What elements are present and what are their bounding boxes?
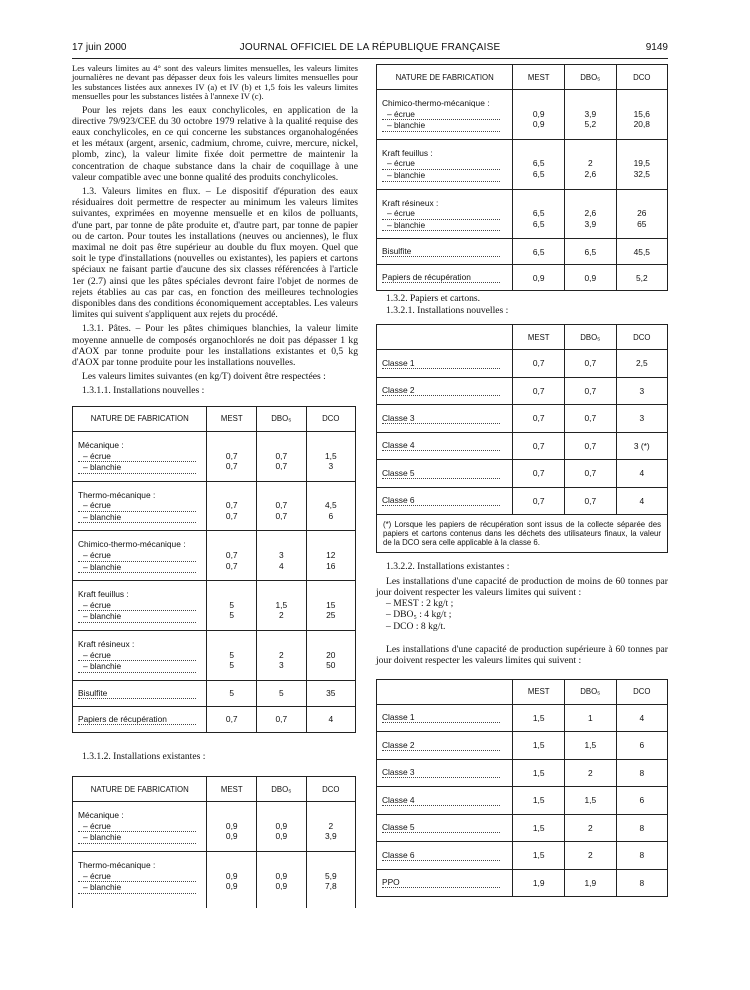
- value: 7,8: [324, 881, 337, 892]
- value: 1,5: [275, 599, 288, 610]
- value-cell: 8: [616, 869, 667, 897]
- value: 16: [326, 560, 336, 571]
- value-cell: [257, 631, 307, 681]
- column-header-nature: NATURE DE FABRICATION: [73, 777, 207, 802]
- sub-row-label: – écrue: [78, 500, 196, 512]
- table-row: [377, 842, 668, 870]
- value-cell: 0,7: [513, 377, 565, 405]
- value: 65: [637, 218, 647, 229]
- sub-row-label: – blanchie: [382, 220, 500, 232]
- value-cell: 0,7: [565, 487, 617, 515]
- group-heading: Chimico-thermo-mécanique :: [382, 98, 490, 108]
- row-label: Classe 6: [382, 495, 500, 506]
- row-label-cell: [377, 460, 513, 488]
- column-header-dco: DCO: [616, 65, 667, 90]
- value-cell: [616, 90, 667, 140]
- value-cell: 6: [616, 787, 667, 815]
- row-group-cell: [73, 431, 207, 481]
- value: 0,7: [275, 500, 288, 511]
- row-label-cell: [73, 680, 207, 706]
- value: 0,7: [275, 461, 288, 472]
- table-header-row: [377, 325, 668, 350]
- row-label: PPO: [382, 877, 500, 888]
- column-header-dco: DCO: [616, 325, 667, 350]
- row-label: Classe 5: [382, 822, 500, 833]
- sub-row-label: – écrue: [382, 109, 500, 121]
- row-label: Bisulfite: [78, 688, 196, 699]
- value-cell: 0,7: [565, 405, 617, 433]
- group-heading: Mécanique :: [78, 439, 124, 450]
- value: 5: [229, 610, 235, 621]
- value: 20,8: [633, 119, 650, 130]
- value: 0,7: [225, 560, 238, 571]
- table-row: [377, 265, 668, 291]
- value-cell: 5: [257, 680, 307, 706]
- heading-papiers-existantes: 1.3.2.2. Installations existantes :: [386, 561, 510, 573]
- value: 0,7: [225, 550, 238, 561]
- value-cell: [207, 852, 257, 908]
- value-cell: 4: [616, 704, 667, 732]
- column-header-nature: [377, 325, 513, 350]
- value-cell: [207, 581, 257, 631]
- value-cell: 2,5: [616, 350, 667, 378]
- heading-papiers-nouvelles: 1.3.2.1. Installations nouvelles :: [386, 304, 509, 316]
- value-cell: [257, 802, 307, 852]
- value: 2: [278, 610, 284, 621]
- header-rule: [72, 58, 668, 59]
- sub-row-label: – blanchie: [382, 170, 500, 182]
- value: 6,5: [532, 168, 545, 179]
- value-cell: 0,7: [565, 350, 617, 378]
- value: 26: [637, 208, 647, 219]
- value-cell: 0,7: [513, 432, 565, 460]
- sub-row-label: – écrue: [78, 550, 196, 562]
- value-cell: [513, 139, 565, 189]
- table-footnote: (*) Lorsque les papiers de récupération sont issus de la collecte séparée des papiers et cartons contenus dans les déchets des utilisateurs finaux, la valeur de la DCO sera celle applicable à la classe 6.: [377, 515, 668, 553]
- value: 2,6: [584, 168, 597, 179]
- row-group-cell: [73, 581, 207, 631]
- sub-row-label: – blanchie: [78, 611, 196, 623]
- row-group-cell: [73, 531, 207, 581]
- limit-item: – MEST : 2 kg/t ;: [386, 597, 454, 609]
- value-cell: [257, 531, 307, 581]
- paragraph-conchylicoles: Pour les rejets dans les eaux conchylicoles, en application de la directive 79/923/CEE du 30 octobre 1979 relative à la qualité requise des eaux conchylicoles, en ce qui concerne les substances organohalogénées et les métaux (argent, arsenic, cadmium, chrome, cuivre, mercure, nickel, plomb, zinc), la valeur limite fixée doit permettre de maintenir la concentration de chaque substance dans la chair de coquillage à une valeur compatible avec une bonne qualité des produits conchylicoles.: [72, 104, 358, 183]
- value-cell: 1,5: [513, 759, 565, 787]
- value: 4,5: [324, 500, 337, 511]
- limit-item: – DCO : 8 kg/t.: [386, 620, 446, 632]
- table-row: [377, 732, 668, 760]
- column-header-nature: NATURE DE FABRICATION: [377, 65, 513, 90]
- value: 6,5: [532, 218, 545, 229]
- column-header-mest: MEST: [207, 406, 257, 431]
- value: 5: [229, 649, 235, 660]
- value: 3: [278, 550, 284, 561]
- value-cell: 1,5: [565, 787, 617, 815]
- table-pates-nouvelles: [72, 406, 356, 733]
- value: 15: [326, 599, 336, 610]
- value-cell: [616, 139, 667, 189]
- row-label: Classe 4: [382, 795, 500, 806]
- value: 0,9: [225, 831, 238, 842]
- value-cell: [257, 581, 307, 631]
- value-cell: [207, 431, 257, 481]
- value-cell: 0,9: [565, 265, 617, 291]
- value: 0,7: [225, 461, 238, 472]
- row-label: Classe 5: [382, 468, 500, 479]
- sub-row-label: – blanchie: [78, 512, 196, 524]
- value-cell: 2: [565, 842, 617, 870]
- sub-row-label: – blanchie: [78, 832, 196, 844]
- row-group-cell: [73, 631, 207, 681]
- value-cell: 0,7: [207, 706, 257, 732]
- value-cell: 1,5: [513, 814, 565, 842]
- table-row: [377, 869, 668, 897]
- value: 0,9: [275, 831, 288, 842]
- right-column: [376, 64, 668, 897]
- group-heading: Kraft résineux :: [382, 197, 439, 208]
- value-cell: [207, 802, 257, 852]
- column-header-dbo: DBO₅: [565, 65, 617, 90]
- header-page-number: 9149: [645, 42, 668, 53]
- row-group-cell: [377, 139, 513, 189]
- table-papiers-nouvelles: [376, 324, 668, 553]
- group-heading: Thermo-mécanique :: [78, 860, 156, 870]
- group-heading: Kraft résineux :: [78, 639, 135, 650]
- value: 25: [326, 610, 336, 621]
- value: 2: [278, 649, 284, 660]
- table-pates-existantes-suite: [376, 64, 668, 291]
- value-cell: 0,7: [513, 405, 565, 433]
- value-cell: 4: [616, 487, 667, 515]
- value-cell: 35: [306, 680, 355, 706]
- value: 0,9: [275, 881, 288, 892]
- value-cell: [306, 802, 355, 852]
- paragraph-moins-60t: Les installations d'une capacité de production de moins de 60 tonnes par jour doivent respecter les valeurs limites qui suivent :: [376, 575, 668, 598]
- value: 0,9: [532, 119, 545, 130]
- value-cell: 6,5: [565, 239, 617, 265]
- table-row: [377, 460, 668, 488]
- row-label-cell: [377, 732, 513, 760]
- value-cell: 45,5: [616, 239, 667, 265]
- value-cell: 8: [616, 842, 667, 870]
- row-label: Classe 3: [382, 413, 500, 424]
- value-cell: 4: [616, 460, 667, 488]
- value: 0,7: [275, 510, 288, 521]
- heading-papiers-cartons: 1.3.2. Papiers et cartons.: [386, 293, 481, 305]
- table-row: [73, 631, 356, 681]
- sub-row-label: – écrue: [78, 871, 196, 883]
- value-cell: 8: [616, 759, 667, 787]
- table-header-row: [377, 65, 668, 90]
- row-group-cell: [377, 90, 513, 140]
- value: 0,9: [532, 108, 545, 119]
- column-header-dco: DCO: [306, 777, 355, 802]
- sub-row-label: – écrue: [382, 158, 500, 170]
- row-label: Classe 1: [382, 358, 500, 369]
- value-cell: 8: [616, 814, 667, 842]
- value-cell: 0,7: [513, 487, 565, 515]
- value: 1,5: [324, 450, 337, 461]
- value-cell: [306, 481, 355, 531]
- table-note-row: [377, 515, 668, 553]
- table-row: [377, 759, 668, 787]
- value: 0,7: [225, 450, 238, 461]
- value: 5,2: [584, 119, 597, 130]
- value: 0,9: [275, 870, 288, 881]
- table-header-row: [73, 777, 356, 802]
- row-label: Classe 6: [382, 850, 500, 861]
- table-row: [377, 350, 668, 378]
- column-header-nature: NATURE DE FABRICATION: [73, 406, 207, 431]
- value: 2: [328, 820, 334, 831]
- value: 5,9: [324, 870, 337, 881]
- value-cell: 1,5: [513, 732, 565, 760]
- row-label: Classe 1: [382, 712, 500, 723]
- table-row: [73, 680, 356, 706]
- heading-installations-existantes: 1.3.1.2. Installations existantes :: [82, 750, 206, 762]
- value: 4: [278, 560, 284, 571]
- value-cell: [207, 531, 257, 581]
- value-cell: [257, 431, 307, 481]
- value: 0,7: [275, 450, 288, 461]
- value-cell: 1,9: [565, 869, 617, 897]
- value-cell: 1,5: [513, 842, 565, 870]
- value-cell: 5,2: [616, 265, 667, 291]
- value-cell: 6,5: [513, 239, 565, 265]
- row-label-cell: [377, 759, 513, 787]
- group-heading: Thermo-mécanique :: [78, 489, 156, 500]
- value: 0,7: [225, 500, 238, 511]
- left-column: [72, 64, 358, 908]
- group-heading: Mécanique :: [78, 810, 124, 821]
- value-cell: 1: [565, 704, 617, 732]
- table-row: [377, 189, 668, 239]
- row-label-cell: [377, 787, 513, 815]
- sub-row-label: – blanchie: [78, 562, 196, 574]
- column-header-nature: [377, 679, 513, 704]
- value-cell: [513, 189, 565, 239]
- row-label-cell: [377, 869, 513, 897]
- value: 2: [587, 158, 593, 169]
- value-cell: 1,5: [513, 787, 565, 815]
- value-cell: 5: [207, 680, 257, 706]
- value: 0,9: [225, 820, 238, 831]
- value: 0,9: [225, 870, 238, 881]
- value-cell: 3 (*): [616, 432, 667, 460]
- table-row: [73, 431, 356, 481]
- row-label-cell: [377, 814, 513, 842]
- value-cell: [306, 631, 355, 681]
- table-row: [73, 581, 356, 631]
- column-header-dbo: DBO₅: [565, 325, 617, 350]
- table-row: [377, 432, 668, 460]
- value: 2,6: [584, 208, 597, 219]
- value-cell: 1,5: [513, 704, 565, 732]
- group-heading: Kraft feuillus :: [382, 147, 433, 158]
- table-row: [73, 852, 356, 908]
- value-cell: [207, 481, 257, 531]
- value-cell: [207, 631, 257, 681]
- column-header-mest: MEST: [513, 679, 565, 704]
- value-cell: [257, 481, 307, 531]
- value-cell: 4: [306, 706, 355, 732]
- value-cell: [565, 90, 617, 140]
- column-header-dco: DCO: [306, 406, 355, 431]
- value: 3,9: [584, 108, 597, 119]
- row-label-cell: [377, 377, 513, 405]
- sub-row-label: – écrue: [78, 821, 196, 833]
- value-cell: [306, 581, 355, 631]
- table-header-row: [73, 406, 356, 431]
- value-cell: 3: [616, 377, 667, 405]
- table-row: [377, 239, 668, 265]
- value-cell: [565, 139, 617, 189]
- paragraph-limits-note: Les valeurs limites au 4° sont des valeurs limites mensuelles, les valeurs limites journalières ne devant pas dépasser deux fois les valeurs limites mensuelles pour les substances listées aux annexes IV (a) et IV (b) et 1,5 fois les valeurs limites mensuelles pour les substances listées à l'annexe IV (c).: [72, 63, 358, 102]
- row-label-cell: [73, 706, 207, 732]
- sub-row-label: – blanchie: [78, 882, 196, 894]
- column-header-dco: DCO: [616, 679, 667, 704]
- row-label-cell: [377, 432, 513, 460]
- table-row: [377, 90, 668, 140]
- header-date: 17 juin 2000: [72, 42, 127, 53]
- value-cell: 2: [565, 814, 617, 842]
- sub-row-label: – écrue: [78, 600, 196, 612]
- header-journal-title: JOURNAL OFFICIEL DE LA RÉPUBLIQUE FRANÇAISE: [239, 42, 501, 53]
- table-row: [73, 706, 356, 732]
- row-label: Papiers de récupération: [78, 714, 196, 725]
- value: 19,5: [633, 158, 650, 169]
- value-cell: 2: [565, 759, 617, 787]
- value-cell: 0,7: [513, 460, 565, 488]
- value-cell: 0,7: [257, 706, 307, 732]
- value-cell: 0,7: [565, 432, 617, 460]
- value-cell: [513, 90, 565, 140]
- sub-row-label: – blanchie: [78, 462, 196, 474]
- table-row: [377, 139, 668, 189]
- value-cell: [565, 189, 617, 239]
- table-row: [377, 377, 668, 405]
- value: 12: [326, 550, 336, 561]
- row-label: Classe 4: [382, 440, 500, 451]
- limit-item: – DBO₅ : 4 kg/t ;: [386, 609, 452, 621]
- table-row: [377, 814, 668, 842]
- value: 0,9: [225, 881, 238, 892]
- value: 6,5: [532, 158, 545, 169]
- group-heading: Kraft feuillus :: [78, 589, 129, 600]
- value-cell: 0,7: [565, 460, 617, 488]
- table-papiers-existantes: [376, 679, 668, 898]
- row-group-cell: [73, 852, 207, 908]
- paragraph-valeurs-kgT: Les valeurs limites suivantes (en kg/T) doivent être respectées :: [82, 371, 326, 383]
- value: 6,5: [532, 208, 545, 219]
- row-label-cell: [377, 350, 513, 378]
- sub-row-label: – écrue: [78, 650, 196, 662]
- row-label-cell: [377, 487, 513, 515]
- table-header-row: [377, 679, 668, 704]
- table-row: [377, 487, 668, 515]
- value-cell: [306, 531, 355, 581]
- value: 3: [328, 461, 334, 472]
- table-pates-existantes: [72, 776, 356, 908]
- row-group-cell: [73, 481, 207, 531]
- column-header-mest: MEST: [513, 325, 565, 350]
- table-row: [377, 405, 668, 433]
- column-header-dbo: DBO₅: [257, 777, 307, 802]
- sub-row-label: – écrue: [382, 208, 500, 220]
- row-group-cell: [73, 802, 207, 852]
- sub-row-label: – blanchie: [78, 661, 196, 673]
- row-label: Classe 2: [382, 740, 500, 751]
- row-label-cell: [377, 239, 513, 265]
- value: 3,9: [324, 831, 337, 842]
- row-label-cell: [377, 842, 513, 870]
- value-cell: 1,5: [565, 732, 617, 760]
- row-label: Classe 3: [382, 767, 500, 778]
- value-cell: 6: [616, 732, 667, 760]
- value: 32,5: [633, 168, 650, 179]
- column-header-mest: MEST: [513, 65, 565, 90]
- value-cell: [306, 431, 355, 481]
- table-row: [377, 787, 668, 815]
- column-header-mest: MEST: [207, 777, 257, 802]
- value-cell: 1,9: [513, 869, 565, 897]
- value-cell: 3: [616, 405, 667, 433]
- row-label: Bisulfite: [382, 246, 500, 257]
- heading-installations-nouvelles: 1.3.1.1. Installations nouvelles :: [82, 384, 205, 396]
- value: 5: [229, 660, 235, 671]
- paragraph-plus-60t: Les installations d'une capacité de production supérieure à 60 tonnes par jour doivent respecter les valeurs limites qui suivent :: [376, 644, 668, 667]
- value: 50: [326, 660, 336, 671]
- paragraph-pates: 1.3.1. Pâtes. – Pour les pâtes chimiques blanchies, la valeur limite moyenne annuelle de composés organochlorés ne doit pas dépasser 1 kg d'AOX par tonne produite pour les installations existantes et 0,5 kg d'AOX par tonne produite pour les installations nouvelles.: [72, 323, 358, 369]
- value-cell: 0,7: [565, 377, 617, 405]
- value: 0,9: [275, 820, 288, 831]
- value: 0,7: [225, 510, 238, 521]
- value: 15,6: [633, 108, 650, 119]
- row-label-cell: [377, 704, 513, 732]
- value-cell: [306, 852, 355, 908]
- value: 20: [326, 649, 336, 660]
- column-header-dbo: DBO₅: [257, 406, 307, 431]
- value: 6: [328, 510, 334, 521]
- row-label: Classe 2: [382, 385, 500, 396]
- group-heading: Chimico-thermo-mécanique :: [78, 539, 186, 550]
- value-cell: [616, 189, 667, 239]
- row-label-cell: [377, 265, 513, 291]
- value: 3,9: [584, 218, 597, 229]
- table-row: [377, 704, 668, 732]
- table-row: [73, 802, 356, 852]
- value: 5: [229, 599, 235, 610]
- value-cell: 0,9: [513, 265, 565, 291]
- value-cell: [257, 852, 307, 908]
- row-label-cell: [377, 405, 513, 433]
- column-header-dbo: DBO₅: [565, 679, 617, 704]
- sub-row-label: – blanchie: [382, 120, 500, 132]
- table-row: [73, 481, 356, 531]
- row-group-cell: [377, 189, 513, 239]
- row-label: Papiers de récupération: [382, 272, 500, 283]
- paragraph-flux-limits: 1.3. Valeurs limites en flux. – Le dispositif d'épuration des eaux résiduaires doit permettre de respecter au minimum les valeurs limites suivantes, exprimées en moyenne mensuelle et en kilos de polluants, d'une part, par tonne de pâte produite et, d'autre part, par tonne de papier ou de carton. Pour toutes les installations (neuves ou anciennes), le flux maximal ne doit pas être supérieur au double du flux moyen. Quel que soit le type d'installations (nouvelles ou existantes), les papiers et cartons spéciaux ne faisant partie d'aucune des six classes référencées à l'article 1er (2.7) ainsi que les pâtes spéciales devront faire l'objet de normes de rejets établies au cas par cas, en fonction des meilleures technologies disponibles dans des conditions économiquement acceptables. Les valeurs limites qui suivent s'appliquent aux rejets du procédé.: [72, 186, 358, 321]
- value: 3: [278, 660, 284, 671]
- list-limites-moins-60t: [376, 598, 668, 632]
- value-cell: 0,7: [513, 350, 565, 378]
- sub-row-label: – écrue: [78, 451, 196, 463]
- page-header: [72, 42, 668, 56]
- table-row: [73, 531, 356, 581]
